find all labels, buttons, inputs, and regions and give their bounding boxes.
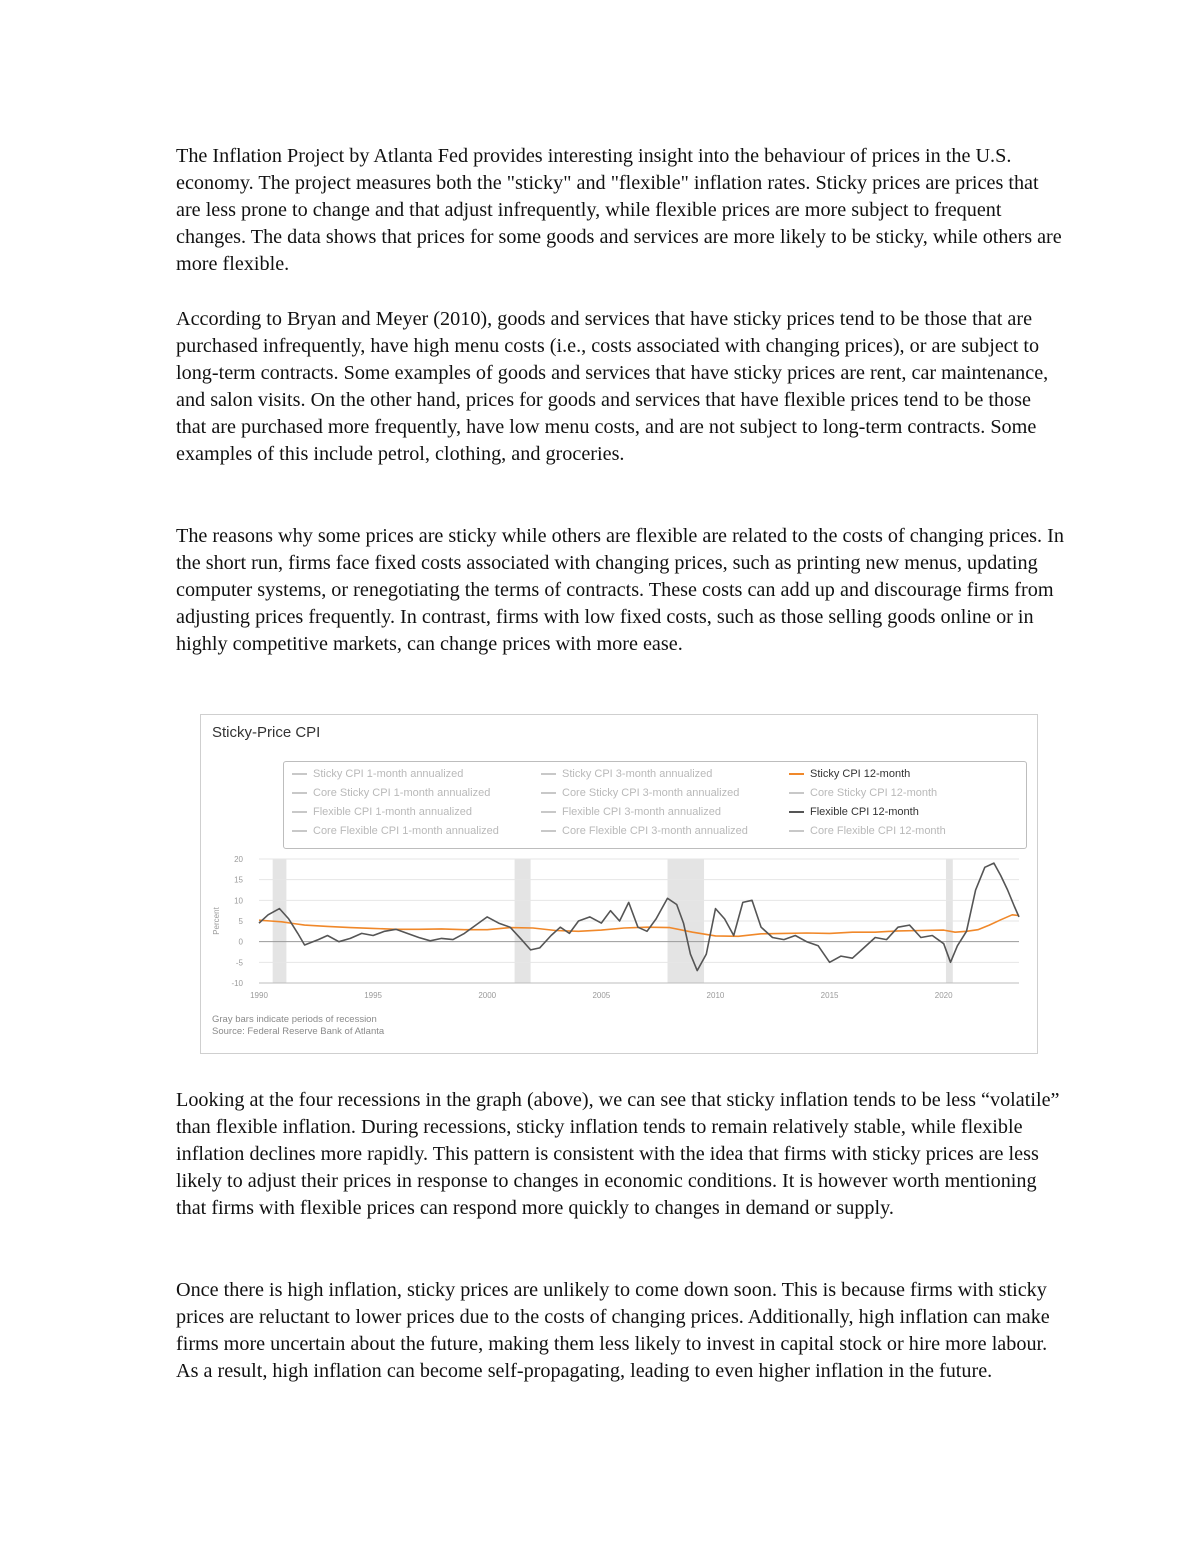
legend-label: Core Flexible CPI 3-month annualized [562,825,748,837]
source-note: Source: Federal Reserve Bank of Atlanta [212,1026,385,1037]
legend-label: Sticky CPI 1-month annualized [313,768,464,780]
y-tick-label: 0 [238,937,243,947]
paragraph-reasons: The reasons why some prices are sticky while others are flexible are related to the costs of changing prices. In the short run, firms face fixed costs associated with changing prices, such as printing new menus, updating computer systems, or renegotiating the terms of contracts. These costs can add up and discourage firms from adjusting prices frequently. In contrast, firms with low fixed costs, such as those selling goods online or in highly competitive markets, can change prices with more ease. [176,525,1064,655]
x-tick-label: 2010 [706,991,725,1000]
y-tick-label: 20 [234,855,243,864]
legend-label: Sticky CPI 3-month annualized [562,768,713,780]
x-tick-label: 1995 [364,991,383,1000]
legend-label: Flexible CPI 12-month [810,806,919,818]
legend-label: Core Sticky CPI 12-month [810,787,938,799]
x-tick-label: 2005 [592,991,611,1000]
y-tick-label: 15 [234,875,243,885]
paragraph-intro: The Inflation Project by Atlanta Fed provides interesting insight into the behaviour of prices in the U.S. economy. The project measures both the "sticky" and "flexible" inflation rates. Sticky prices are prices that are less prone to change and that adjust infrequently, while flexible prices are more subject to frequent changes. The data shows that prices for some goods and services are more likely to be sticky, while others are more flexible. [176,145,1062,275]
x-tick-label: 2020 [934,991,953,1000]
y-tick-label: -5 [235,958,243,968]
y-tick-label: 5 [238,917,243,926]
x-tick-label: 1990 [250,991,268,1000]
legend-label: Core Sticky CPI 1-month annualized [313,787,491,799]
legend-label: Core Flexible CPI 1-month annualized [313,825,499,837]
y-axis-label: Percent [212,907,221,935]
chart-title: Sticky-Price CPI [212,724,321,741]
sticky-price-cpi-chart [200,714,1038,1054]
x-tick-label: 2015 [820,991,839,1000]
chart-plot-area [201,715,1037,1053]
paragraph-sticky-goods: According to Bryan and Meyer (2010), goods and services that have sticky prices tend to be those that are purchased infrequently, have high menu costs (i.e., costs associated with changing prices), or are subject to long-term contracts. Some examples of goods and services that have sticky prices are rent, car maintenance, and salon visits. On the other hand, prices for goods and services that have flexible prices tend to be those that are purchased more frequently, have low menu costs, and are not subject to long-term contracts. Some examples of this include petrol, clothing, and groceries. [176,308,1049,465]
legend-label: Core Sticky CPI 3-month annualized [562,787,740,799]
x-tick-label: 2000 [478,991,497,1000]
paragraph-recessions: Looking at the four recessions in the graph (above), we can see that sticky inflation tends to be less “volatile” than flexible inflation. During recessions, sticky inflation tends to remain relatively stable, while flexible inflation declines more rapidly. This pattern is consistent with the idea that firms with sticky prices are less likely to adjust their prices in response to changes in economic conditions. It is however worth mentioning that firms with flexible prices can respond more quickly to changes in demand or supply. [176,1089,1060,1219]
legend-label: Flexible CPI 1-month annualized [313,806,472,818]
y-tick-label: 10 [234,896,243,906]
recession-note: Gray bars indicate periods of recession [212,1014,377,1025]
chart-notes [212,1014,384,1038]
y-tick-label: -10 [231,979,243,988]
paragraph-high-inflation: Once there is high inflation, sticky prices are unlikely to come down soon. This is because firms with sticky prices are reluctant to lower prices due to the costs of changing prices. Additionally, high inflation can make firms more uncertain about the future, making them less likely to invest in capital stock or hire more labour. As a result, high inflation can become self-propagating, leading to even higher inflation in the future. [176,1279,1050,1382]
legend-label: Core Flexible CPI 12-month [810,825,946,837]
legend-label: Sticky CPI 12-month [810,768,911,780]
legend-label: Flexible CPI 3-month annualized [562,806,721,818]
